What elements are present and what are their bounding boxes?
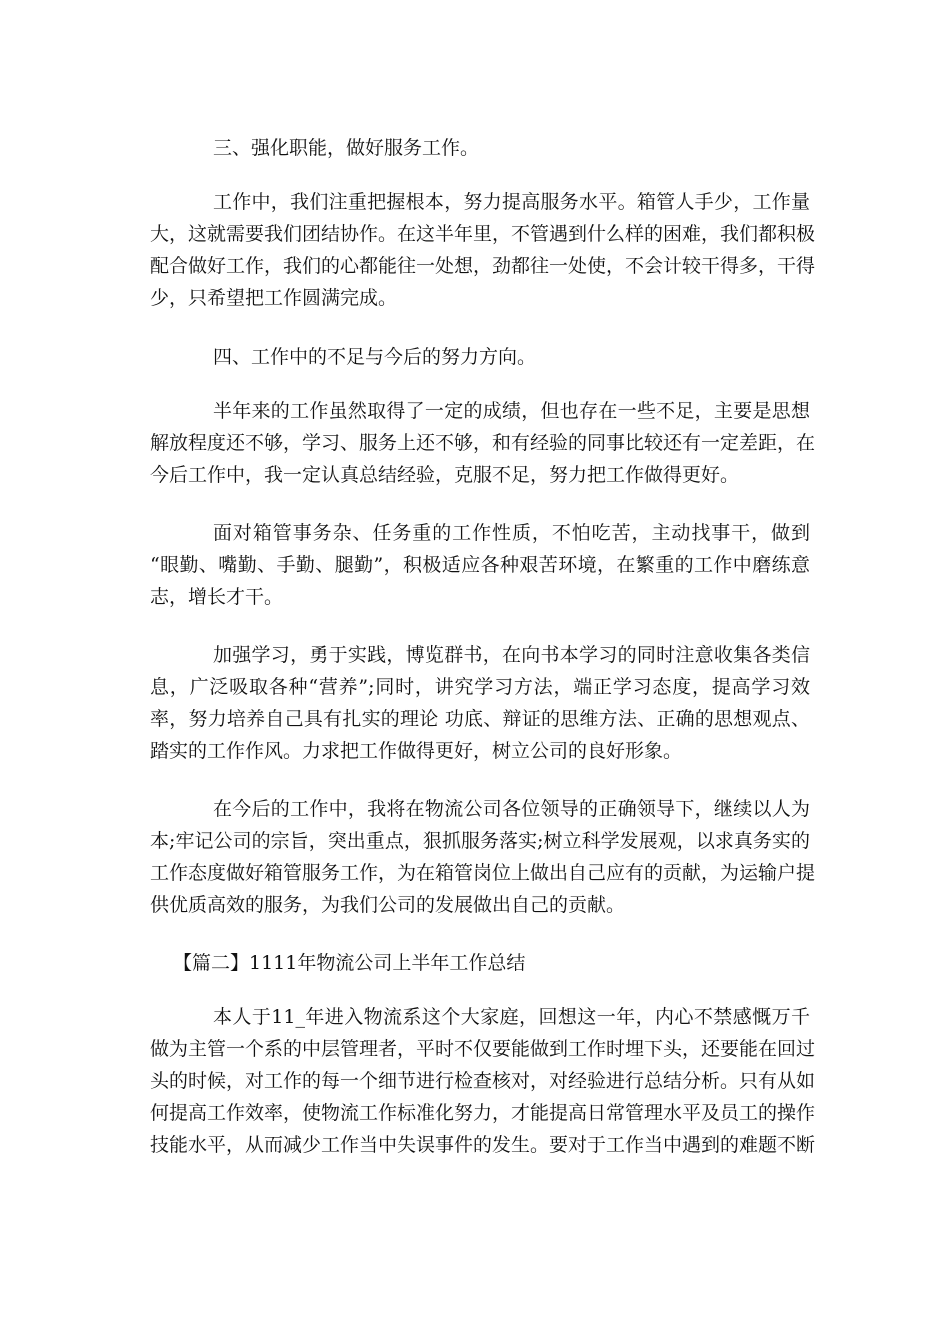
text-line: 今后工作中，我一定认真总结经验，克服不足，努力把工作做得更好。 (150, 464, 740, 486)
text-line: 踏实的工作作风。力求把工作做得更好，树立公司的良好形象。 (150, 740, 683, 762)
text-line: 【篇二】1111年物流公司上半年工作总结 (173, 952, 526, 974)
text-line: 半年来的工作虽然取得了一定的成绩，但也存在一些不足，主要是思想 (213, 400, 810, 422)
text-line: “眼勤、嘴勤、手勤、腿勤”，积极适应各种艰苦环境，在繁重的工作中磨练意 (150, 554, 810, 576)
text-line: 面对箱管事务杂、任务重的工作性质，不怕吃苦，主动找事干，做到 (213, 522, 810, 544)
paragraph (150, 639, 810, 767)
text-line: 解放程度还不够，学习、服务上还不够，和有经验的同事比较还有一定差距，在 (150, 432, 816, 454)
paragraph (150, 793, 816, 921)
text-line: 息，广泛吸取各种“营养”;同时，讲究学习方法，端正学习态度，提高学习效 (150, 676, 810, 698)
text-line: 三、强化职能，做好服务工作。 (213, 137, 480, 159)
text-line: 在今后的工作中，我将在物流公司各位领导的正确领导下，继续以人为 (213, 798, 810, 820)
text-line: 率，努力培养自己具有扎实的理论 功底、辩证的思维方法、正确的思想观点、 (150, 708, 810, 730)
section-heading-4 (150, 341, 810, 373)
text-line: 本人于11_年进入物流系这个大家庭，回想这一年，内心不禁感慨万千 (213, 1006, 810, 1028)
text-line: 工作态度做好箱管服务工作，为在箱管岗位上做出自己应有的贡献，为运输户提 (150, 862, 816, 884)
text-line: 配合做好工作，我们的心都能往一处想，劲都往一处使，不会计较干得多，干得 (150, 255, 816, 277)
text-line: 供优质高效的服务，为我们公司的发展做出自己的贡献。 (150, 894, 626, 916)
chapter-heading (150, 947, 810, 979)
text-line: 本;牢记公司的宗旨，突出重点，狠抓服务落实;树立科学发展观，以求真务实的 (150, 830, 810, 852)
paragraph (150, 186, 816, 314)
text-line: 志，增长才干。 (150, 586, 284, 608)
text-line: 大，这就需要我们团结协作。在这半年里，不管遇到什么样的困难，我们都积极 (150, 223, 816, 245)
text-line: 头的时候，对工作的每一个细节进行检查核对，对经验进行总结分析。只有从如 (150, 1070, 816, 1092)
text-line: 技能水平，从而减少工作当中失误事件的发生。要对于工作当中遇到的难题不断 (150, 1134, 816, 1156)
paragraph (150, 1001, 816, 1161)
text-line: 做为主管一个系的中层管理者，平时不仅要能做到工作时埋下头，还要能在回过 (150, 1038, 816, 1060)
text-line: 四、工作中的不足与今后的努力方向。 (213, 346, 537, 368)
text-line: 加强学习，勇于实践，博览群书，在向书本学习的同时注意收集各类信 (213, 644, 810, 666)
text-line: 工作中，我们注重把握根本，努力提高服务水平。箱管人手少，工作量 (213, 191, 810, 213)
paragraph (150, 395, 816, 491)
text-line: 少，只希望把工作圆满完成。 (150, 287, 398, 309)
section-heading-3 (150, 132, 810, 164)
paragraph (150, 517, 810, 613)
text-line: 何提高工作效率，使物流工作标准化努力，才能提高日常管理水平及员工的操作 (150, 1102, 816, 1124)
